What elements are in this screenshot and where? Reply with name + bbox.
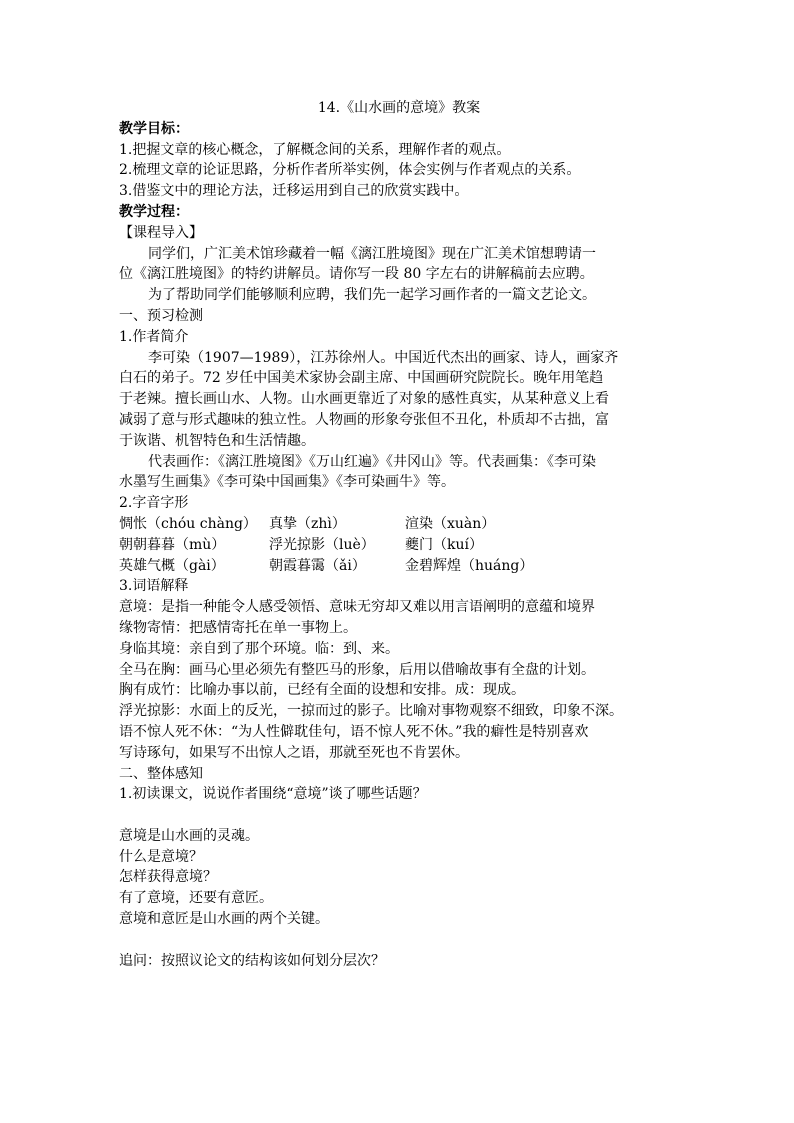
chars-cell: 朝霞暮霭（ǎi） — [269, 557, 366, 574]
author-paragraph-line: 白石的弟子。72 岁任中国美术家协会副主席、中国画研究院院长。晚年用笔趋 — [119, 370, 604, 387]
chars-cell: 夔门（kuí） — [405, 536, 483, 553]
answer-line: 什么是意境？ — [119, 848, 203, 865]
intro-paragraph-line: 同学们，广汇美术馆珍藏着一幅《漓江胜境图》现在广汇美术馆想聘请一 — [148, 245, 596, 262]
chars-row — [119, 535, 679, 556]
chars-cell: 英雄气概（gài） — [119, 557, 225, 574]
document-body — [119, 98, 679, 971]
answer-line: 有了意境，还要有意匠。 — [119, 890, 273, 907]
chars-cell: 渲染（xuàn） — [405, 515, 496, 532]
works-paragraph-line: 水墨写生画集》《李可染中国画集》《李可染画牛》等。 — [119, 474, 455, 491]
author-heading: 1.作者简介 — [119, 328, 189, 345]
author-paragraph-line: 于老辣。擅长画山水、人物。山水画更靠近了对象的感性真实，从某种意义上看 — [119, 391, 609, 408]
goal-item: 2.梳理文章的论证思路，分析作者所举实例，体会实例与作者观点的关系。 — [119, 162, 581, 179]
goal-item: 3.借鉴文中的理论方法，迁移运用到自己的欣赏实践中。 — [119, 183, 469, 200]
chars-cell: 浮光掠影（luè） — [269, 536, 375, 553]
chars-cell: 金碧辉煌（huáng） — [405, 557, 534, 574]
vocab-line: 意境：是指一种能令人感受领悟、意味无穷却又难以用言语阐明的意蕴和境界 — [119, 599, 595, 616]
blank-line — [119, 805, 679, 826]
goal-item: 1.把握文章的核心概念，了解概念间的关系，理解作者的观点。 — [119, 141, 511, 158]
chars-cell: 真挚（zhì） — [269, 515, 346, 532]
author-paragraph-line: 李可染（1907—1989），江苏徐州人。中国近代杰出的画家、诗人，画家齐 — [148, 349, 619, 366]
author-paragraph-line: 于诙谐、机智特色和生活情趣。 — [119, 432, 315, 449]
overall-question: 1.初读课文，说说作者围绕“意境”谈了哪些话题？ — [119, 786, 427, 803]
intro-heading: 【课程导入】 — [119, 224, 203, 241]
vocab-line: 语不惊人死不休：“为人性僻耽佳句，语不惊人死不休。”我的癖性是特别喜欢 — [119, 723, 589, 740]
chars-cell: 惆怅（chóu chàng） — [119, 515, 257, 532]
chars-row — [119, 514, 679, 535]
answer-line: 怎样获得意境？ — [119, 869, 217, 886]
chars-heading: 2.字音字形 — [119, 495, 189, 512]
vocab-line: 缘物寄情：把感情寄托在单一事物上。 — [119, 619, 357, 636]
vocab-heading: 3.词语解释 — [119, 578, 189, 595]
vocab-line: 写诗琢句，如果写不出惊人之语，那就至死也不肯罢休。 — [119, 744, 469, 761]
works-paragraph-line: 代表画作：《漓江胜境图》《万山红遍》《井冈山》等。代表画集：《李可染 — [148, 453, 596, 470]
process-heading: 教学过程： — [119, 203, 189, 220]
overall-heading: 二、整体感知 — [119, 765, 203, 782]
vocab-line: 胸有成竹：比喻办事以前，已经有全面的设想和安排。成：现成。 — [119, 682, 525, 699]
intro-paragraph-line: 为了帮助同学们能够顺利应聘，我们先一起学习画作者的一篇文艺论文。 — [148, 287, 596, 304]
preview-heading: 一、预习检测 — [119, 307, 203, 324]
author-paragraph-line: 减弱了意与形式趣味的独立性。人物画的形象夸张但不丑化，朴质却不古拙，富 — [119, 411, 609, 428]
blank-line — [119, 930, 679, 951]
answer-line: 意境和意匠是山水画的两个关键。 — [119, 911, 329, 928]
vocab-line: 身临其境：亲自到了那个环境。临：到、来。 — [119, 640, 399, 657]
intro-paragraph-line: 位《漓江胜境图》的特约讲解员。请你写一段 80 字左右的讲解稿前去应聘。 — [119, 266, 594, 283]
chars-cell: 朝朝暮暮（mù） — [119, 536, 226, 553]
answer-line: 意境是山水画的灵魂。 — [119, 827, 259, 844]
vocab-line: 浮光掠影：水面上的反光，一掠而过的影子。比喻对事物观察不细致，印象不深。 — [119, 703, 623, 720]
goals-heading: 教学目标： — [119, 120, 189, 137]
followup-question: 追问：按照议论文的结构该如何划分层次？ — [119, 952, 385, 969]
document-title: 14.《山水画的意境》教案 — [317, 100, 481, 116]
chars-row — [119, 556, 679, 577]
vocab-line: 全马在胸：画马心里必须先有整匹马的形象，后用以借喻故事有全盘的计划。 — [119, 661, 595, 678]
